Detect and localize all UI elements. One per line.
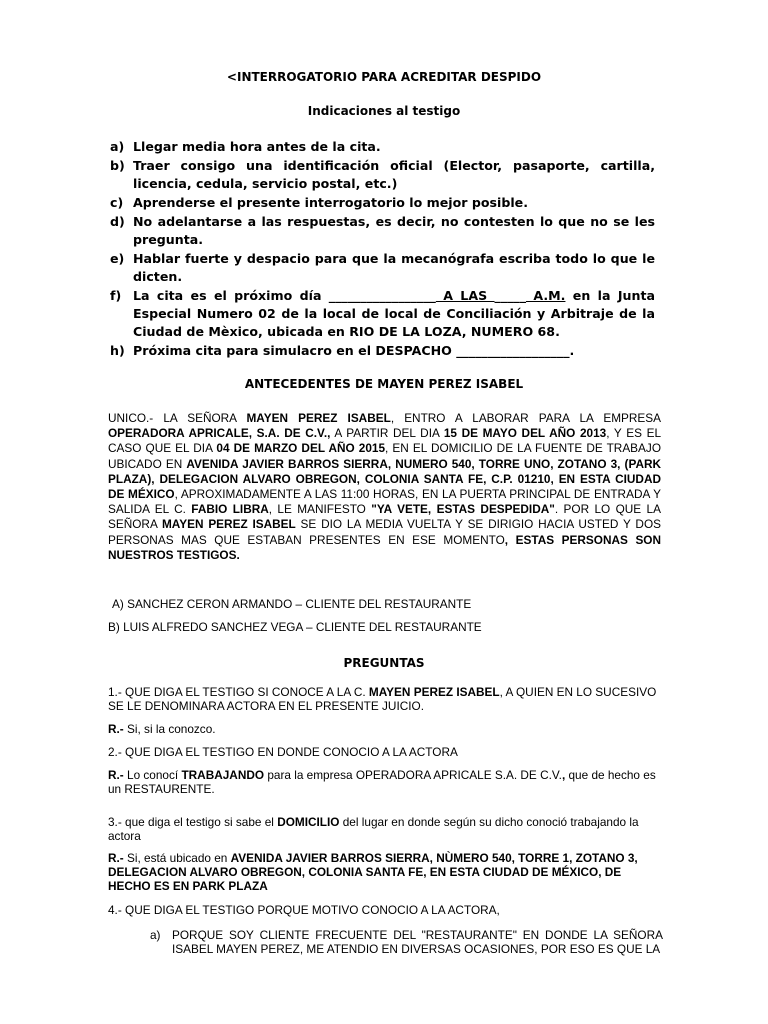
narrative-paragraph xyxy=(108,411,661,563)
list-marker: b) xyxy=(110,158,125,173)
text-run: R.- xyxy=(108,768,124,782)
text-run: TRABAJANDO xyxy=(181,768,265,782)
list-item-text: Aprenderse el presente interrogatorio lo mejor posible. xyxy=(133,195,529,210)
text-run: , ESTAS PERSONAS SON NUESTROS TESTIGOS. xyxy=(108,532,662,562)
text-run: A PARTIR DEL DIA xyxy=(330,426,444,441)
text-run: del lugar en donde según su dicho conoció trabajando la actora xyxy=(108,815,639,843)
text-run: "YA VETE, ESTAS DESPEDIDA" xyxy=(371,502,555,517)
text-run: AVENIDA JAVIER BARROS SIERRA, NUMERO 540, TORRE UNO, ZOTANO 3, (PARK PLAZA), DELEGACION ALVARO OBREGON, COLONIA SANTA FE, C.P. 01210, EN ESTA CIUDAD DE MÉXICO xyxy=(108,456,661,502)
list-item-text: Llegar media hora antes de la cita. xyxy=(133,139,381,154)
text-run: 4.- QUE DIGA EL TESTIGO PORQUE MOTIVO CONOCIO A LA ACTORA, xyxy=(108,903,500,917)
list-marker: a) xyxy=(150,928,161,942)
date-blank: _________________ xyxy=(328,288,436,303)
text-run: MAYEN PEREZ ISABEL xyxy=(246,411,391,425)
text-run: 04 DE MARZO DEL AÑO 2015 xyxy=(216,441,386,456)
list-item xyxy=(110,213,655,249)
text-run: MAYEN PEREZ ISABEL xyxy=(161,517,296,532)
list-item-text: Hablar fuerte y despacio para que la mecanógrafa escriba todo lo que le dicten. xyxy=(133,251,655,284)
list-marker: e) xyxy=(110,251,125,266)
text-run: , EN EL DOMICILIO DE LA FUENTE DE TRABAJO UBICADO EN xyxy=(108,441,661,471)
text-run: Si, si la conozco. xyxy=(123,722,216,736)
text-run: , Y ES EL CASO QUE EL DIA xyxy=(108,426,662,456)
document-title: <INTERROGATORIO PARA ACREDITAR DESPIDO xyxy=(226,70,542,84)
list-item-text: Próxima cita para simulacro en el DESPACHO __________________. xyxy=(133,343,575,358)
text-run: 1.- QUE DIGA EL TESTIGO SI CONOCE A LA C. xyxy=(108,685,369,699)
witness-item: B) LUIS ALFREDO SANCHEZ VEGA – CLIENTE DEL RESTAURANTE xyxy=(108,620,482,634)
question-4 xyxy=(108,903,663,917)
text-run: R.- xyxy=(108,722,124,736)
text-run: 15 DE MAYO DEL AÑO 2013 xyxy=(443,426,607,441)
text-run: . POR LO QUE LA SEÑORA xyxy=(108,502,661,532)
antecedentes-heading: ANTECEDENTES DE MAYEN PEREZ ISABEL xyxy=(244,377,524,391)
text-run: Si, está ubicado en xyxy=(123,851,231,865)
question-3 xyxy=(108,815,663,843)
text-run: SE DIO LA MEDIA VUELTA Y SE DIRIGIO HACIA USTED Y DOS PERSONAS MAS QUE ESTABAN PRESENTES EN ESE MOMENTO xyxy=(108,517,661,547)
text-run: , xyxy=(561,768,566,782)
text-run: , LE MANIFESTO xyxy=(268,502,372,517)
text-run: AVENIDA JAVIER BARROS SIERRA, NÙMERO 540, TORRE 1, ZOTANO 3, DELEGACION ALVARO OBREGON, COLONIA SANTA FE, EN ESTA CIUDAD DE MÉXICO, DE HECHO ES EN PARK PLAZA xyxy=(108,851,638,893)
list-item-text: en la Junta Especial Numero 02 de la local de local de Conciliación y Arbitraje de la Ciudad de Mèxico, ubicada en RIO DE LA LOZA, NUMERO 68. xyxy=(133,288,655,339)
text-run: 3.- que diga el testigo si sabe el xyxy=(108,815,278,829)
text-run: R.- xyxy=(108,851,124,865)
list-marker: f) xyxy=(110,288,122,303)
text-run: , APROXIMADAMENTE A LAS 11:00 HORAS, EN LA PUERTA PRINCIPAL DE ENTRADA Y SALIDA EL C. xyxy=(108,487,662,517)
list-item xyxy=(110,157,655,193)
list-marker: a) xyxy=(110,139,125,154)
witness-item: A) SANCHEZ CERON ARMANDO – CLIENTE DEL RESTAURANTE xyxy=(112,597,472,611)
answer-4-item xyxy=(150,928,663,956)
text-run: FABIO LIBRA xyxy=(191,502,269,517)
list-marker: c) xyxy=(110,195,124,210)
list-item xyxy=(110,342,655,360)
question-2 xyxy=(108,745,663,759)
answer-3 xyxy=(108,851,663,893)
text-run: OPERADORA APRICALE, S.A. DE C.V., xyxy=(108,426,331,441)
question-1 xyxy=(108,685,663,713)
answer-2 xyxy=(108,768,663,796)
list-item xyxy=(110,250,655,286)
list-item-text: Traer consigo una identificación oficial (Elector, pasaporte, cartilla, licencia, cedula, servicio postal, etc.) xyxy=(133,158,655,191)
list-item xyxy=(110,194,655,212)
indications-list xyxy=(110,138,655,361)
list-marker: d) xyxy=(110,214,125,229)
text-run: MAYEN PEREZ ISABEL xyxy=(368,685,500,699)
time-blank: _____ xyxy=(494,288,526,303)
list-item xyxy=(110,138,655,156)
text-run: , A QUIEN EN LO SUCESIVO SE LE DENOMINARA ACTORA EN EL PRESENTE JUICIO. xyxy=(108,685,657,713)
preguntas-heading: PREGUNTAS xyxy=(343,656,425,670)
answer-1 xyxy=(108,722,663,736)
text-run: Lo conocí xyxy=(123,768,182,782)
am-label: A.M. xyxy=(526,288,566,303)
text-run: para la empresa OPERADORA APRICALE S.A. DE C.V. xyxy=(264,768,562,782)
text-run: DOMICILIO xyxy=(277,815,340,829)
time-label: A LAS xyxy=(435,288,495,303)
list-item-text: La cita es el próximo día xyxy=(133,288,329,303)
text-run: 2.- QUE DIGA EL TESTIGO EN DONDE CONOCIO A LA ACTORA xyxy=(108,745,458,759)
list-item-text: PORQUE SOY CLIENTE FRECUENTE DEL "RESTAURANTE" EN DONDE LA SEÑORA ISABEL MAYEN PEREZ, ME ATENDIO EN DIVERSAS OCASIONES, POR ESO ES QUE LA xyxy=(172,928,663,956)
section-subtitle: Indicaciones al testigo xyxy=(307,104,461,118)
list-marker: h) xyxy=(110,343,125,358)
text-run: que de hecho es un RESTAURENTE. xyxy=(108,768,656,796)
list-item-text: No adelantarse a las respuestas, es decir, no contesten lo que no se les pregunta. xyxy=(133,214,655,247)
list-item xyxy=(110,287,655,341)
text-run: , ENTRO A LABORAR PARA LA EMPRESA xyxy=(390,411,662,425)
text-run: UNICO.- LA SEÑORA xyxy=(108,411,247,425)
